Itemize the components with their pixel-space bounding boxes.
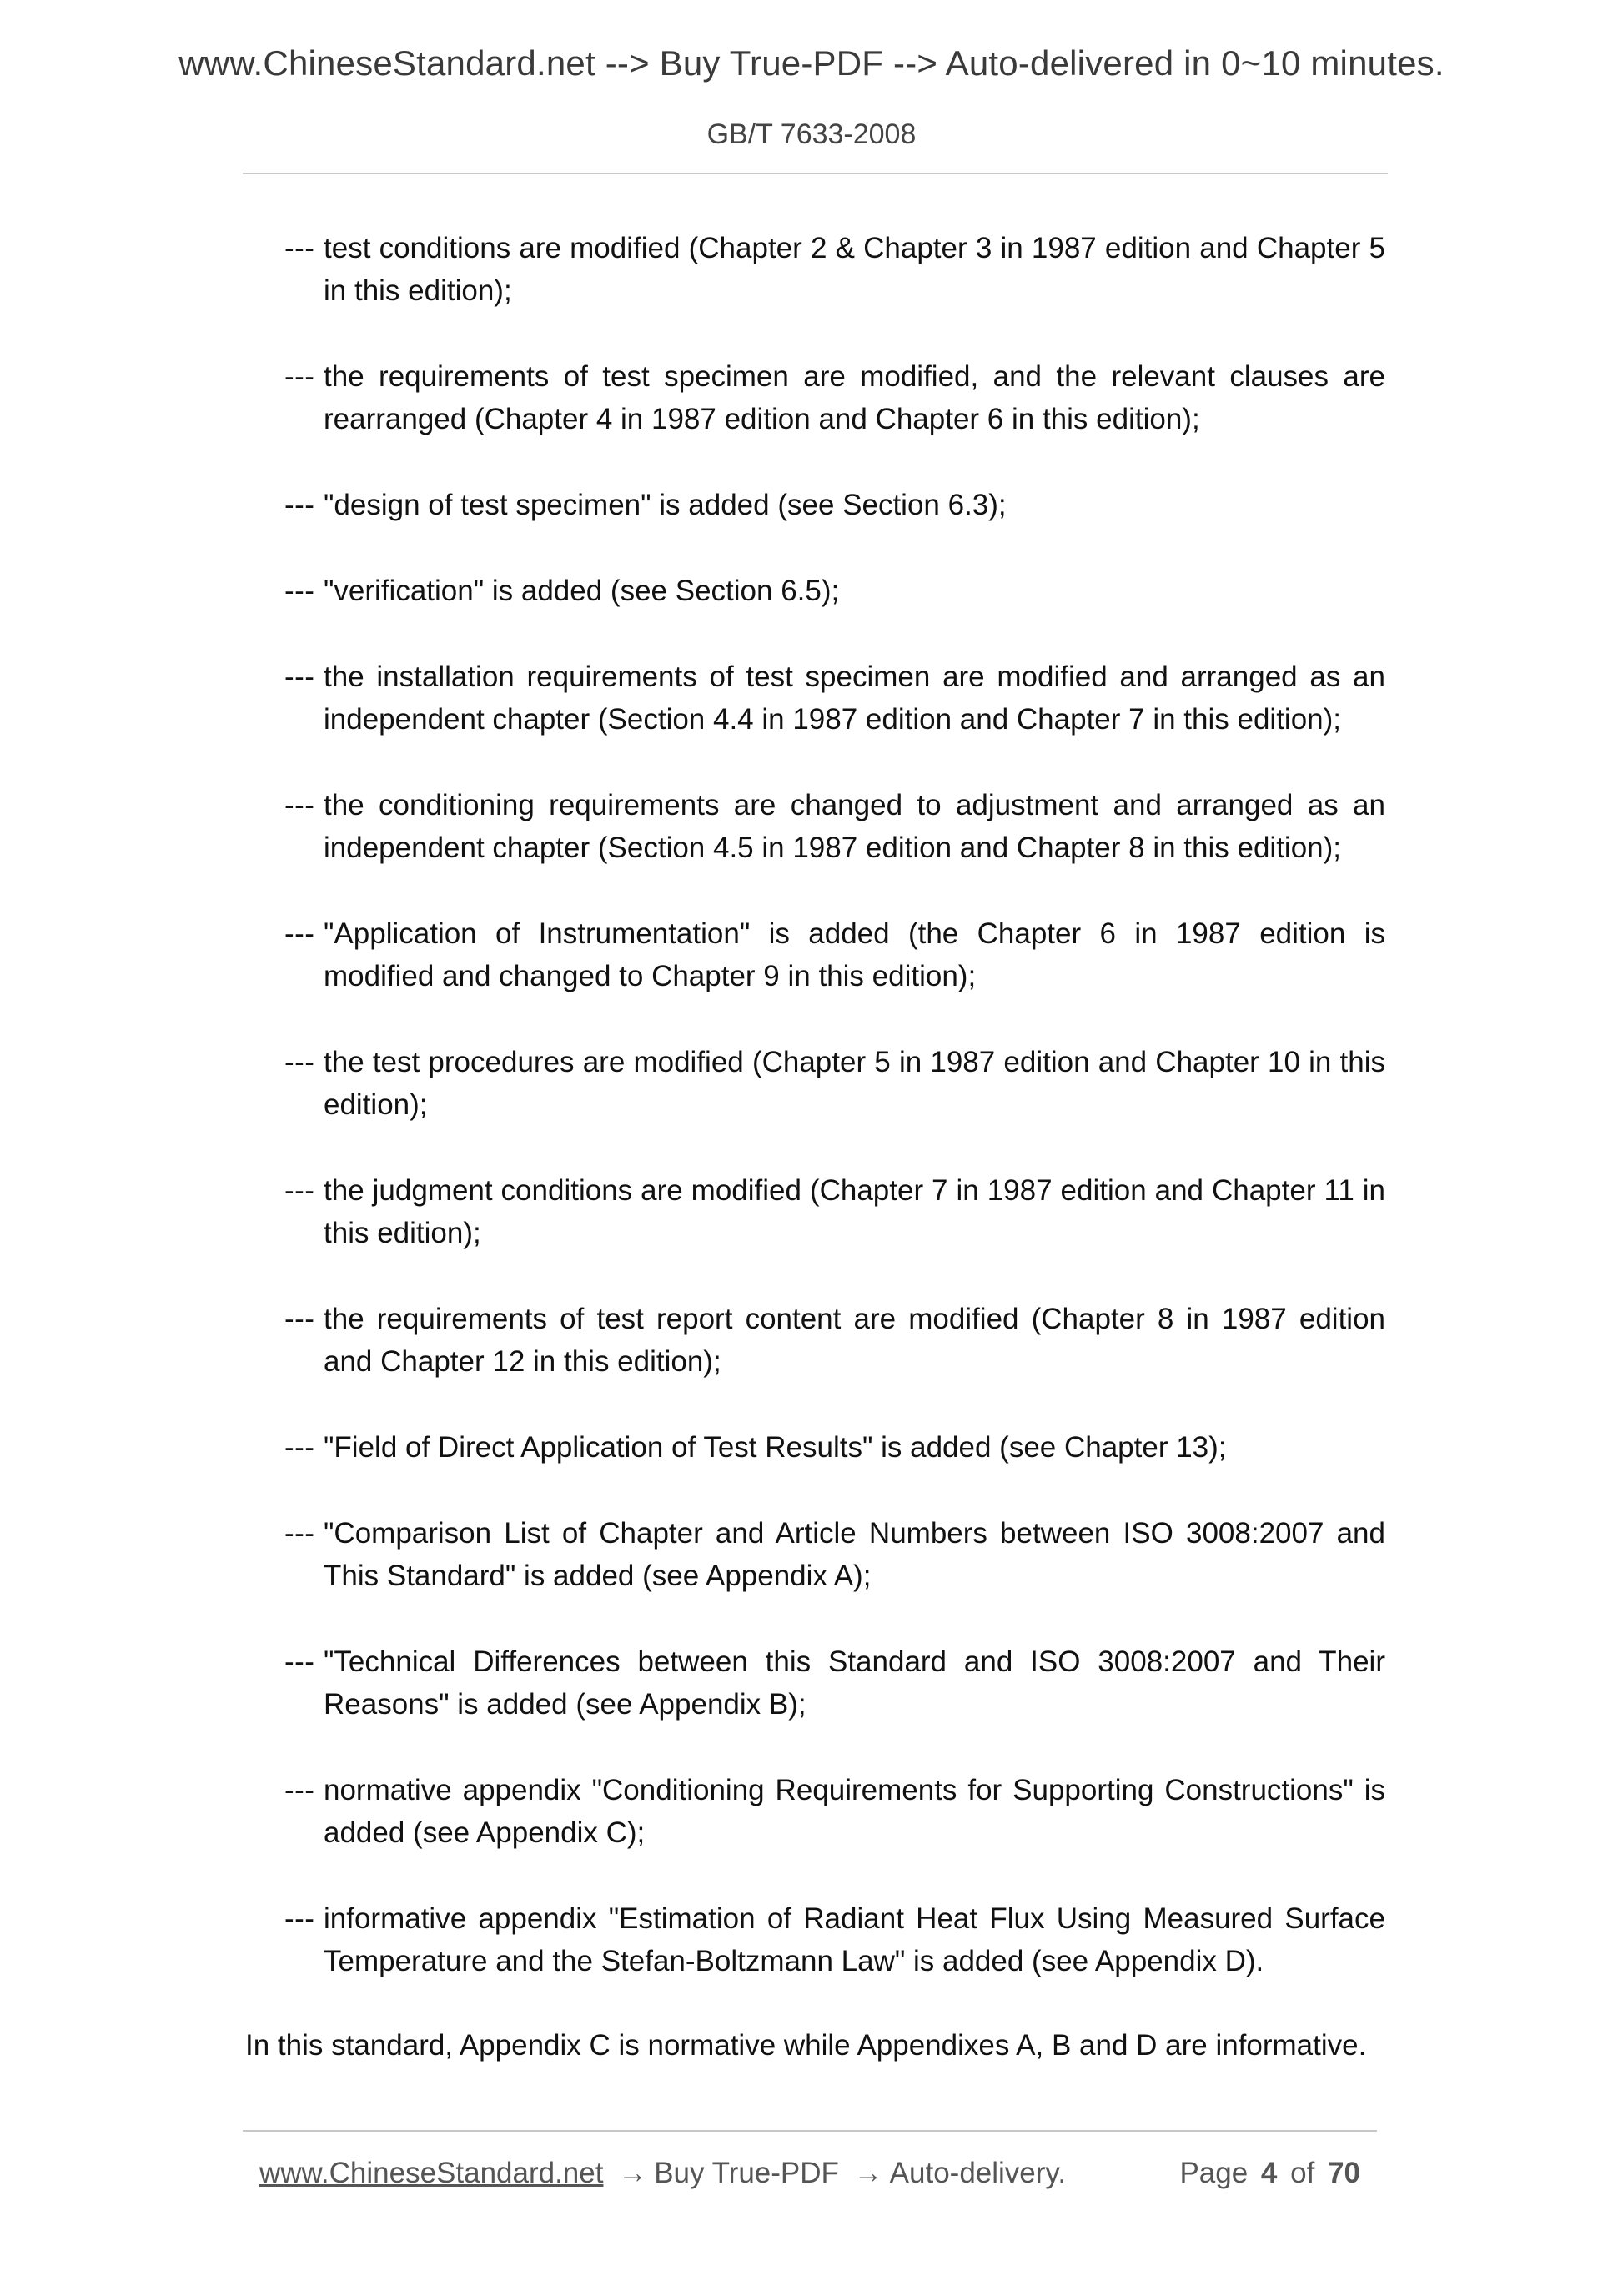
list-item xyxy=(284,784,1385,869)
arrow-right-icon: → xyxy=(618,2157,648,2189)
dash-marker: --- xyxy=(284,1303,315,1335)
footer-divider xyxy=(243,2130,1377,2132)
dash-marker: --- xyxy=(284,1774,315,1806)
list-item xyxy=(284,1897,1385,1982)
change-text: the installation requirements of test specimen are modified and arranged as an independent chapter (Section 4.4 in 1987 edition and Chapter 7 in this edition); xyxy=(324,661,1385,736)
dash-marker: --- xyxy=(284,575,315,607)
page-footer xyxy=(259,2157,1360,2190)
list-item xyxy=(284,1426,1385,1469)
dash-marker: --- xyxy=(284,661,315,693)
dash-marker: --- xyxy=(284,1517,315,1550)
change-text: test conditions are modified (Chapter 2 & Chapter 3 in 1987 edition and Chapter 5 in this edition); xyxy=(324,232,1385,307)
change-text: "Field of Direct Application of Test Results" is added (see Chapter 13); xyxy=(324,1431,1227,1464)
dash-marker: --- xyxy=(284,360,315,393)
dash-marker: --- xyxy=(284,917,315,950)
list-item xyxy=(284,227,1385,312)
closing-paragraph: In this standard, Appendix C is normative while Appendixes A, B and D are informative. xyxy=(245,2029,1367,2062)
site-banner: www.ChineseStandard.net --> Buy True-PDF --> Auto-delivered in 0~10 minutes. xyxy=(178,43,1445,83)
change-text: "verification" is added (see Section 6.5); xyxy=(324,575,840,607)
footer-step-buy: Buy True-PDF xyxy=(654,2157,839,2189)
dash-marker: --- xyxy=(284,232,315,264)
site-link[interactable]: www.ChineseStandard.net xyxy=(259,2157,604,2189)
list-item xyxy=(284,1041,1385,1126)
dash-marker: --- xyxy=(284,1046,315,1078)
change-text: "Technical Differences between this Standard and ISO 3008:2007 and Their Reasons" is added (see Appendix B); xyxy=(324,1645,1385,1721)
change-text: "Application of Instrumentation" is added (the Chapter 6 in 1987 edition is modified and changed to Chapter 9 in this edition); xyxy=(324,917,1385,992)
page-indicator xyxy=(1174,2157,1360,2190)
document-code: GB/T 7633-2008 xyxy=(706,118,917,150)
list-item xyxy=(284,1512,1385,1597)
dash-marker: --- xyxy=(284,1645,315,1678)
list-item xyxy=(284,355,1385,440)
list-item xyxy=(284,1169,1385,1254)
list-item xyxy=(284,912,1385,997)
page-of: of xyxy=(1290,2157,1315,2189)
list-item xyxy=(284,1298,1385,1383)
change-list xyxy=(284,227,1385,1982)
change-text: "Comparison List of Chapter and Article Numbers between ISO 3008:2007 and This Standard" is added (see Appendix A); xyxy=(324,1517,1385,1592)
change-text: the judgment conditions are modified (Chapter 7 in 1987 edition and Chapter 11 in this edition); xyxy=(324,1174,1385,1249)
footer-promo xyxy=(259,2157,1066,2190)
change-text: the test procedures are modified (Chapter 5 in 1987 edition and Chapter 10 in this edition); xyxy=(324,1046,1385,1121)
footer-step-delivery: Auto-delivery. xyxy=(889,2157,1067,2189)
arrow-right-icon: → xyxy=(853,2157,883,2189)
page-label: Page xyxy=(1179,2157,1249,2189)
change-text: "design of test specimen" is added (see Section 6.3); xyxy=(324,489,1007,521)
change-text: normative appendix "Conditioning Requirements for Supporting Constructions" is added (see Appendix C); xyxy=(324,1774,1385,1849)
list-item xyxy=(284,656,1385,741)
list-item xyxy=(284,1640,1385,1726)
dash-marker: --- xyxy=(284,1431,315,1464)
dash-marker: --- xyxy=(284,489,315,521)
dash-marker: --- xyxy=(284,1174,315,1207)
list-item xyxy=(284,1769,1385,1854)
header-divider xyxy=(243,173,1388,174)
list-item xyxy=(284,484,1385,526)
change-text: informative appendix "Estimation of Radiant Heat Flux Using Measured Surface Temperature and the Stefan-Boltzmann Law" is added (see Appendix D). xyxy=(324,1902,1385,1977)
list-item xyxy=(284,570,1385,612)
dash-marker: --- xyxy=(284,789,315,821)
dash-marker: --- xyxy=(284,1902,315,1935)
page-current: 4 xyxy=(1260,2157,1278,2189)
change-text: the requirements of test report content are modified (Chapter 8 in 1987 edition and Chapter 12 in this edition); xyxy=(324,1303,1385,1378)
page-total: 70 xyxy=(1328,2157,1360,2189)
change-text: the conditioning requirements are changed to adjustment and arranged as an independent chapter (Section 4.5 in 1987 edition and Chapter 8 in this edition); xyxy=(324,789,1385,864)
change-text: the requirements of test specimen are modified, and the relevant clauses are rearranged (Chapter 4 in 1987 edition and Chapter 6 in this edition); xyxy=(324,360,1385,435)
